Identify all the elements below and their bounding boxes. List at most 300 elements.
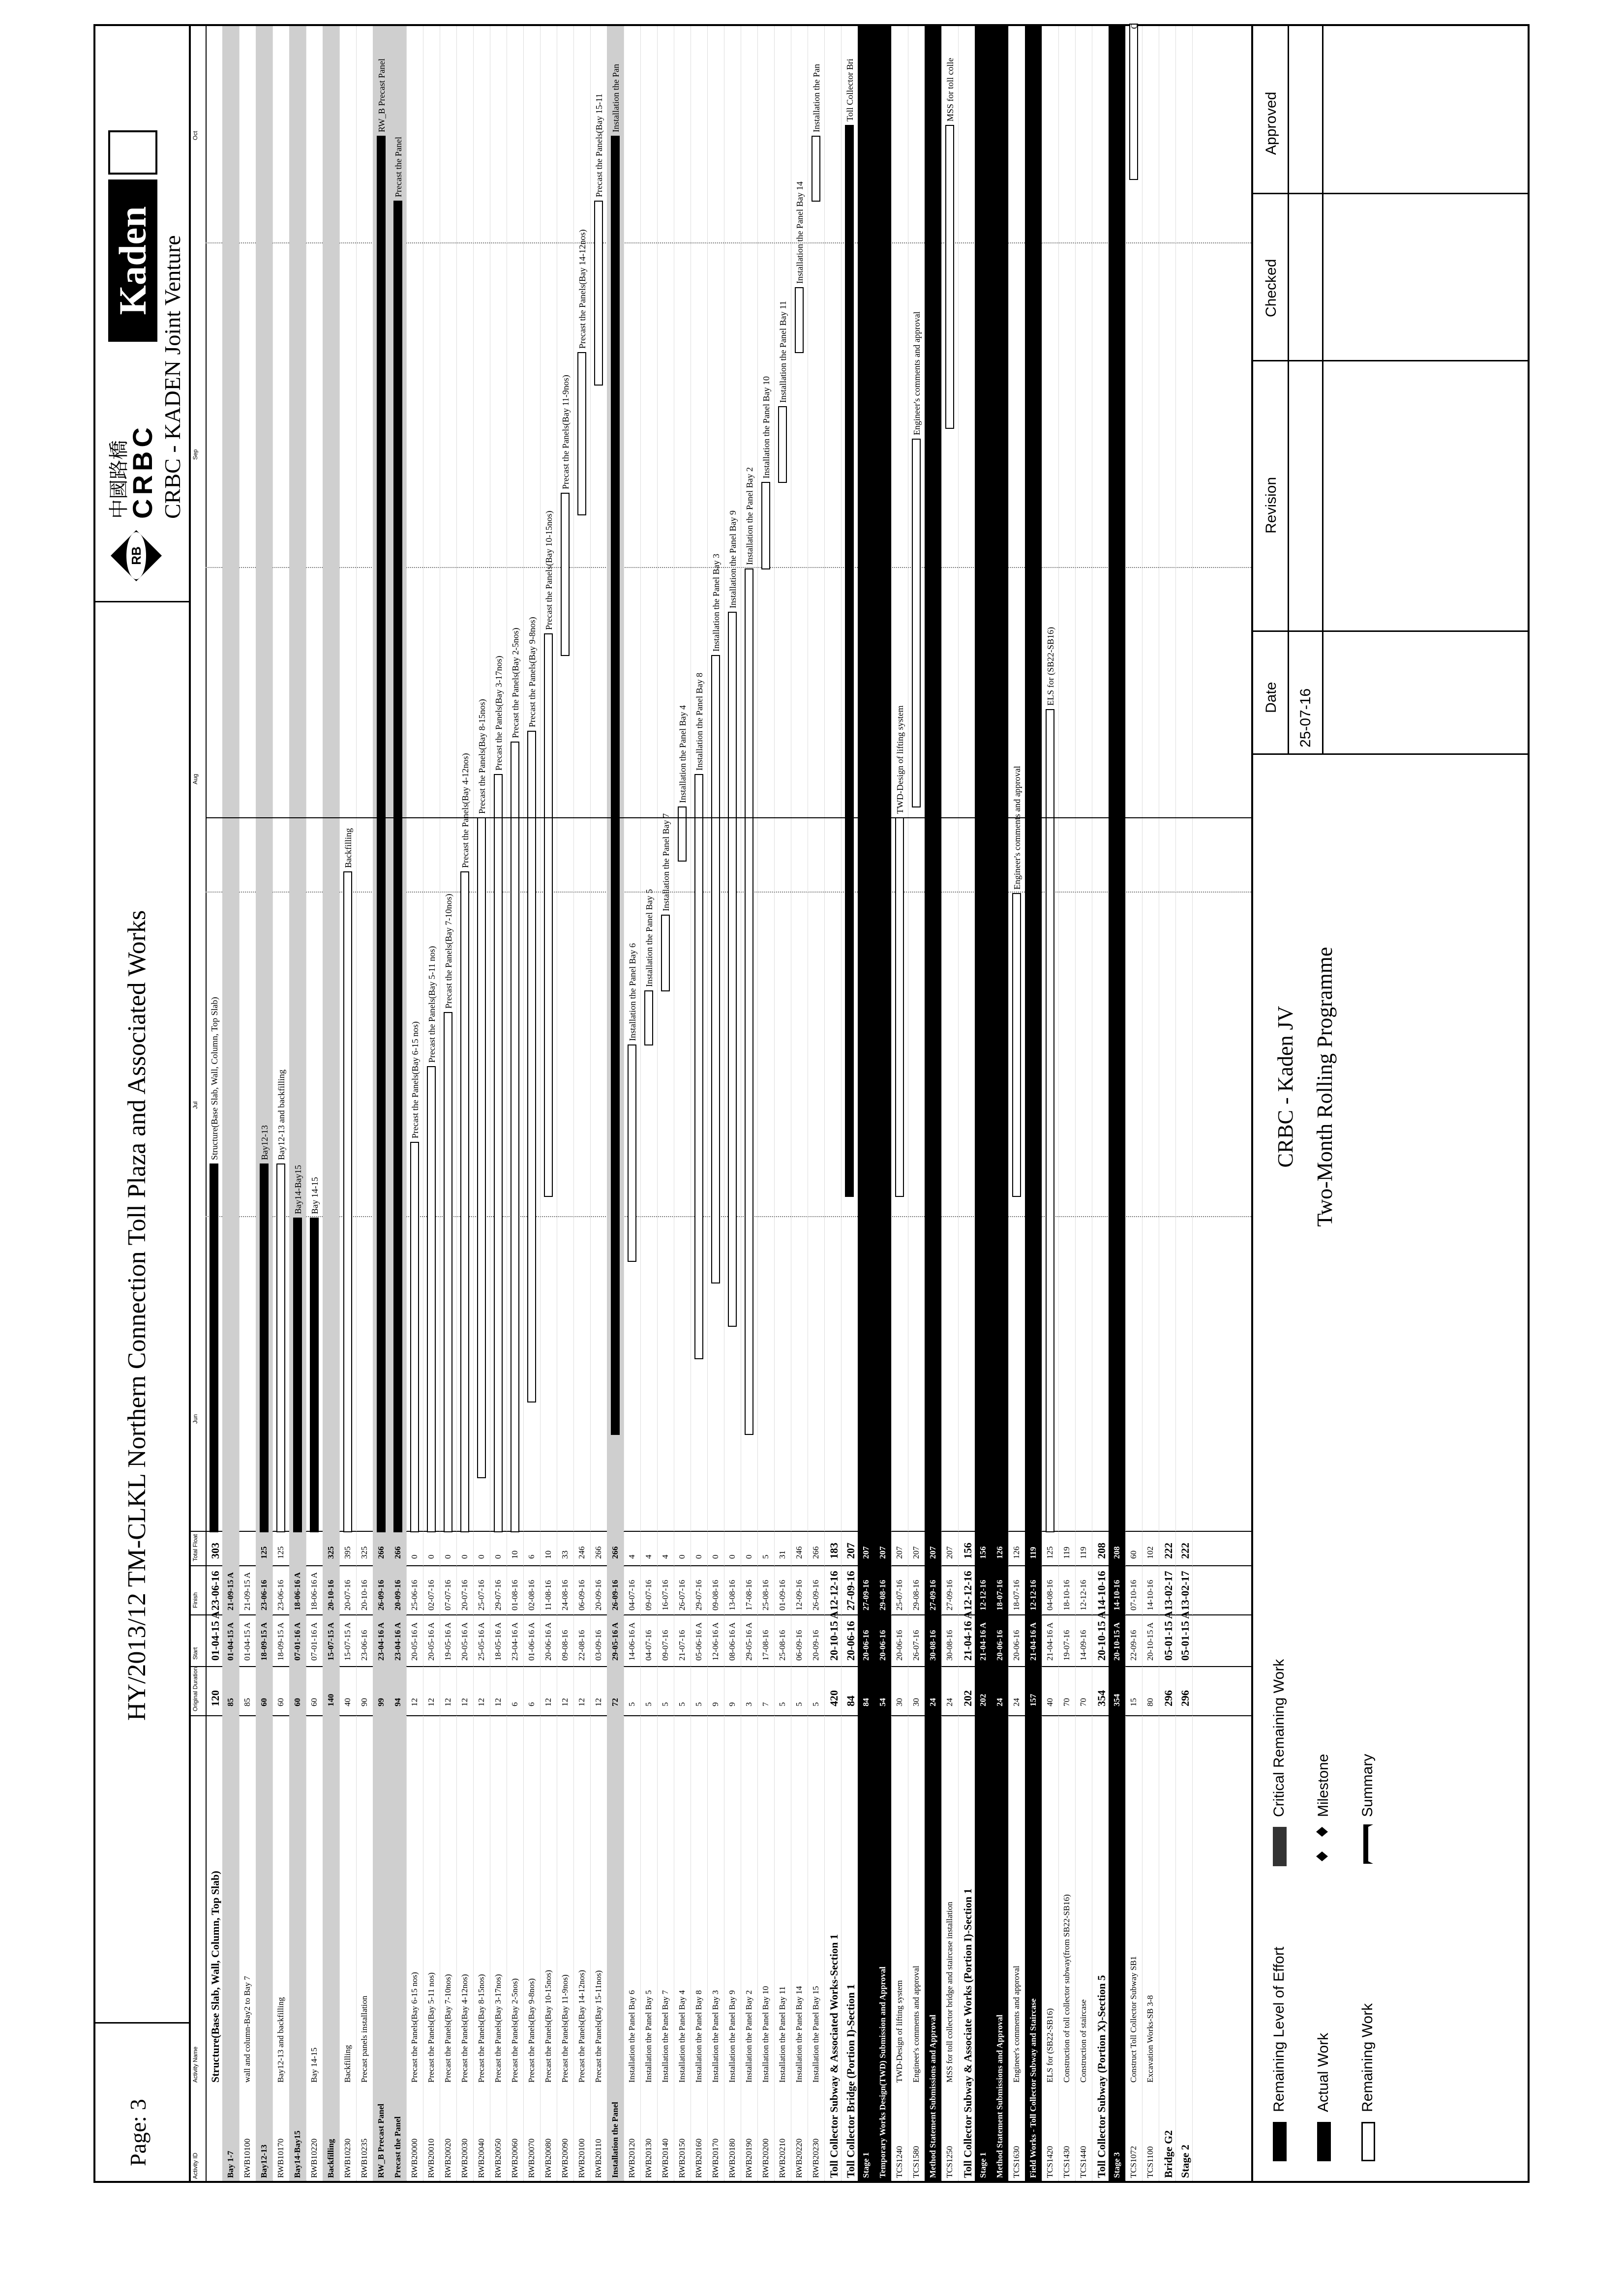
gantt-bar — [929, 59, 938, 428]
activity-name: Precast the Panels(Bay 4-12nos) — [460, 1974, 469, 2083]
total-float: 207 — [895, 1546, 904, 1559]
activity-name: Precast the Panels(Bay 10-15nos) — [543, 1970, 553, 2083]
total-float: 246 — [577, 1546, 586, 1559]
start-date: 06-09-16 — [794, 1630, 804, 1661]
gantt-bar-label: RW_B Precast Panel — [377, 59, 387, 132]
start-date: 19-05-16 A — [443, 1622, 452, 1661]
gantt-bar — [293, 1165, 303, 1532]
finish-date: 21-09-15 A — [226, 1572, 235, 1610]
finish-date: 07-07-16 — [443, 1580, 452, 1610]
duration: 24 — [995, 1698, 1004, 1706]
gantt-bar — [694, 673, 704, 1359]
duration: 5 — [661, 1702, 670, 1706]
activity-id: Toll Collector Subway (Portion X)-Section 5 — [1095, 1975, 1108, 2178]
gantt-bar-label: Installation the Panel Bay 3 — [711, 554, 721, 652]
finish-date: 17-08-16 — [744, 1580, 753, 1610]
finish-date: 12-12-16 — [828, 1571, 840, 1610]
duration: 12 — [410, 1698, 419, 1706]
finish-date: 27-09-16 — [861, 1580, 871, 1610]
total-float: 0 — [426, 1554, 436, 1559]
gantt-bar — [745, 467, 754, 1434]
duration: 296 — [1179, 1690, 1191, 1706]
activity-name: Installation the Panel Bay 9 — [727, 1990, 737, 2083]
gantt-bar-label: Temporary Works Design(TWD) Submission and Approval — [878, 224, 888, 435]
duration: 70 — [1079, 1698, 1088, 1706]
duration: 12 — [477, 1698, 486, 1706]
remaining-work-label: Remaining Work — [1359, 2003, 1376, 2112]
total-float: 266 — [376, 1546, 386, 1559]
total-float: 126 — [995, 1546, 1004, 1559]
total-float: 266 — [594, 1546, 603, 1559]
activity-id: RWB20070 — [527, 2138, 536, 2178]
activity-id: Backfilling — [326, 2139, 335, 2178]
finish-date: 20-09-16 — [594, 1580, 603, 1610]
revision-label: Revision — [1263, 477, 1279, 534]
start-date: 20-06-16 — [878, 1630, 887, 1661]
activity-id: TCS1580 — [911, 2146, 921, 2178]
gantt-bar-label: Precast the Panels(Bay 5-11 nos) — [427, 946, 437, 1063]
gantt-bar-label: Precast the Panels(Bay 6-15 nos) — [410, 1021, 420, 1138]
start-date: 29-05-16 A — [744, 1622, 753, 1661]
total-float: 183 — [828, 1543, 840, 1559]
finish-date: 18-07-16 — [995, 1580, 1004, 1610]
start-date: 19-07-16 — [1062, 1630, 1071, 1661]
gantt-bar-label: Installation the Pan — [812, 64, 821, 132]
gantt-bar — [343, 828, 353, 1532]
duration: 5 — [694, 1702, 703, 1706]
duration: 7 — [761, 1702, 770, 1706]
activity-id: TCS1420 — [1045, 2146, 1054, 2178]
schedule-grid — [189, 23, 1251, 2181]
gantt-bar-label: Bay14-Bay15 — [293, 1165, 303, 1214]
activity-name: Bay 14-15 — [309, 2047, 319, 2083]
activity-id: RWB10170 — [276, 2138, 285, 2178]
activity-id: RWB10235 — [360, 2138, 369, 2178]
gantt-bar-label: Precast the Panels(Bay 8-15nos) — [477, 699, 487, 814]
total-float: 222 — [1162, 1543, 1174, 1559]
gantt-bar-label: Stage 1 — [862, 95, 872, 121]
total-float: 31 — [778, 1551, 787, 1559]
remaining-loe-swatch — [1273, 2122, 1287, 2161]
duration: 15 — [1129, 1698, 1138, 1706]
gantt-bar-label: Installation the Panel Bay 6 — [628, 943, 637, 1041]
actual-work-label: Actual Work — [1315, 2032, 1331, 2112]
gantt-bar-label: Precast the Panels(Bay 14-12nos) — [577, 229, 587, 349]
start-date: 20-10-15 A — [1145, 1622, 1155, 1661]
activity-name: Installation the Panel Bay 2 — [744, 1990, 753, 2083]
gantt-bar-label: Installation the Panel Bay 5 — [644, 889, 654, 987]
gantt-bar — [410, 1021, 421, 1532]
finish-date: 06-09-16 — [577, 1580, 586, 1610]
duration: 24 — [928, 1698, 937, 1706]
finish-date: 13-08-16 — [727, 1580, 737, 1610]
gantt-bar-label: ELS for (SB22-SB16) — [1046, 626, 1055, 706]
total-float: 207 — [878, 1546, 887, 1559]
start-date: 18-05-16 A — [493, 1622, 503, 1661]
start-date: 14-09-16 — [1079, 1630, 1088, 1661]
activity-name: Engineer's comments and approval — [1012, 1966, 1021, 2083]
activity-name: Precast the Panels(Bay 6-15 nos) — [410, 1972, 419, 2083]
gantt-chart — [189, 24, 1251, 1532]
finish-date: 20-10-16 — [326, 1580, 335, 1610]
start-date: 12-06-16 A — [711, 1622, 720, 1661]
gantt-bar-label: C — [1129, 23, 1139, 29]
activity-name: Installation the Panel Bay 10 — [761, 1986, 770, 2083]
activity-id: Precast the Panel — [393, 2116, 402, 2178]
start-date: 05-01-15 A — [1179, 1611, 1191, 1661]
activity-id: RWB20040 — [477, 2138, 486, 2178]
finish-date: 27-09-16 — [928, 1580, 937, 1610]
activity-id: Stage 3 — [1112, 2152, 1121, 2178]
total-float: 125 — [276, 1546, 285, 1559]
activity-name: wall and column-Bay2 to Bay 7 — [242, 1976, 252, 2083]
activity-name: Construct Toll Collector Subway SB1 — [1129, 1956, 1138, 2083]
gantt-bar — [795, 181, 805, 353]
gantt-bar-label: Installation the Panel Bay 10 — [761, 376, 771, 478]
activity-name: Precast the Panels(Bay 5-11 nos) — [426, 1972, 436, 2083]
activity-id: RWB20000 — [410, 2138, 419, 2178]
start-date: 20-05-16 A — [426, 1622, 436, 1661]
schedule-frame — [93, 24, 1530, 2183]
duration: 90 — [360, 1698, 369, 1706]
activity-id: RWB20100 — [577, 2138, 586, 2178]
duration: 9 — [711, 1702, 720, 1706]
activity-id: RWB20090 — [560, 2138, 570, 2178]
gantt-bar — [577, 230, 588, 515]
finish-date: 14-10-16 — [1145, 1580, 1155, 1610]
start-date: 05-01-15 A — [1162, 1611, 1174, 1661]
activity-id: RWB10230 — [343, 2138, 352, 2178]
critical-remaining-label: Critical Remaining Work — [1271, 1659, 1287, 1817]
activity-id: TCS1100 — [1145, 2146, 1155, 2178]
finish-date: 27-09-16 — [945, 1580, 954, 1610]
seal-icon — [108, 130, 157, 175]
finish-date: 12-12-16 — [962, 1571, 974, 1610]
duration: 60 — [276, 1698, 285, 1706]
activity-id: Temporary Works Design(TWD) Submission and Approval — [878, 1967, 887, 2178]
activity-name: Precast the Panels(Bay 8-15nos) — [477, 1974, 486, 2083]
gantt-bar — [845, 59, 855, 1196]
start-date: 20-06-16 — [861, 1630, 871, 1661]
finish-date: 09-07-16 — [644, 1580, 653, 1610]
activity-id: RWB20080 — [543, 2138, 553, 2178]
duration: 202 — [978, 1694, 988, 1706]
duration: 140 — [326, 1694, 335, 1706]
gantt-bar — [561, 375, 571, 656]
gantt-bar-label: MSS for toll colle — [945, 58, 955, 121]
start-date: 01-04-15 A — [242, 1622, 252, 1661]
activity-id: Field Works - Toll Collector Subway and Staircase — [1028, 1998, 1038, 2178]
gantt-bar-label: Installation the Panel Bay 14 — [795, 181, 805, 284]
finish-date: 24-08-16 — [560, 1580, 570, 1610]
gantt-bar — [276, 1070, 286, 1532]
duration: 40 — [343, 1698, 352, 1706]
total-float: 266 — [393, 1546, 402, 1559]
duration: 99 — [376, 1698, 386, 1706]
total-float: 0 — [727, 1554, 737, 1559]
start-date: 30-08-16 — [945, 1630, 954, 1661]
crbc-emblem-icon — [109, 529, 163, 583]
total-float: 207 — [911, 1546, 921, 1559]
col-activity-name: Activity Name — [192, 2046, 199, 2083]
total-float: 0 — [711, 1554, 720, 1559]
gantt-bar — [527, 617, 538, 1402]
summary-bar-icon — [1357, 1822, 1377, 1866]
gantt-bar — [477, 699, 487, 1478]
start-date: 18-09-15 A — [259, 1622, 269, 1661]
start-date: 17-08-16 — [761, 1630, 770, 1661]
month-sep: Sep — [192, 449, 199, 460]
col-activity-id: Activity ID — [192, 2152, 199, 2179]
finish-date: 18-10-16 — [1062, 1580, 1071, 1610]
activity-name: Precast the Panels(Bay 11-9nos) — [560, 1974, 570, 2083]
activity-id: Method Statement Submissions and Approval — [928, 2014, 937, 2178]
duration: 6 — [527, 1702, 536, 1706]
start-date: 20-06-16 — [895, 1630, 904, 1661]
finish-date: 20-07-16 — [460, 1580, 469, 1610]
total-float: 208 — [1112, 1546, 1121, 1559]
gantt-bar-label: Engineer's comments and approval — [1012, 766, 1022, 890]
activity-name: TWD-Design of lifting system — [895, 1980, 904, 2083]
finish-date: 23-06-16 — [209, 1571, 221, 1610]
total-float: 125 — [1045, 1546, 1054, 1559]
activity-id: RWB20190 — [744, 2138, 753, 2178]
start-date: 22-08-16 — [577, 1630, 586, 1661]
total-float: 4 — [627, 1554, 636, 1559]
activity-id: TCS1630 — [1012, 2146, 1021, 2178]
signature-row-line — [1288, 26, 1289, 755]
total-float: 102 — [1145, 1546, 1155, 1559]
duration: 354 — [1095, 1690, 1108, 1706]
gantt-bar — [1012, 766, 1022, 1196]
total-float: 33 — [560, 1551, 570, 1559]
duration: 6 — [510, 1702, 519, 1706]
duration: 94 — [393, 1698, 402, 1706]
activity-id: Bay14-Bay15 — [293, 2130, 302, 2178]
activity-id: TCS1250 — [945, 2146, 954, 2178]
duration: 5 — [811, 1702, 820, 1706]
gantt-bar-label: Toll Collector Bri — [845, 59, 855, 121]
gantt-bar — [460, 753, 471, 1532]
milestone-icon — [1312, 1822, 1332, 1866]
finish-date: 20-09-16 — [393, 1580, 402, 1610]
total-float: 125 — [259, 1546, 269, 1559]
month-oct: Oct — [192, 131, 199, 140]
activity-id: RWB20180 — [727, 2138, 737, 2178]
total-float: 0 — [410, 1554, 419, 1559]
start-date: 23-04-16 A — [376, 1622, 386, 1661]
activity-name: Engineer's comments and approval — [911, 1966, 921, 2083]
emblem-text: RB — [129, 546, 144, 565]
header-divider — [95, 601, 189, 602]
gantt-bar — [862, 95, 872, 1197]
gantt-bar — [778, 301, 788, 482]
activity-name: Installation the Panel Bay 3 — [711, 1990, 720, 2083]
start-date: 23-04-16 A — [393, 1622, 402, 1661]
signature-row-line — [1322, 26, 1323, 755]
finish-date: 18-07-16 — [1012, 1580, 1021, 1610]
gantt-bar-label: Installation the Pan — [611, 64, 621, 132]
total-float: 119 — [1079, 1547, 1088, 1559]
finish-date: 18-06-16 A — [293, 1572, 302, 1610]
approved-label: Approved — [1263, 91, 1279, 155]
gantt-bar-label: Engineer's comments and approval — [912, 311, 922, 435]
start-date: 29-05-16 A — [610, 1622, 620, 1661]
activity-id: TCS1440 — [1079, 2146, 1088, 2178]
duration: 24 — [1012, 1698, 1021, 1706]
footer-programme-title: Two-Month Rolling Programme — [1313, 947, 1337, 1227]
start-date: 01-06-16 A — [527, 1622, 536, 1661]
finish-date: 18-06-16 A — [309, 1572, 319, 1610]
summary-label: Summary — [1359, 1754, 1376, 1817]
activity-name: Installation the Panel Bay 4 — [677, 1990, 687, 2083]
total-float: 207 — [861, 1546, 871, 1559]
activity-id: Toll Collector Bridge (Portion I)-Section 1 — [844, 1984, 857, 2178]
finish-date: 27-09-16 — [844, 1571, 857, 1610]
duration: 5 — [794, 1702, 804, 1706]
total-float: 156 — [978, 1546, 988, 1559]
start-date: 20-09-16 — [811, 1630, 820, 1661]
start-date: 20-10-15 A — [828, 1611, 840, 1661]
gantt-bar — [1129, 23, 1139, 179]
finish-date: 26-07-16 — [677, 1580, 687, 1610]
duration: 24 — [945, 1698, 954, 1706]
finish-date: 25-06-16 — [410, 1580, 419, 1610]
total-float: 4 — [644, 1554, 653, 1559]
start-date: 15-07-15 A — [326, 1622, 335, 1661]
gantt-bar — [427, 946, 437, 1532]
start-date: 26-07-16 — [911, 1630, 921, 1661]
finish-date: 13-02-17 — [1162, 1571, 1174, 1610]
gantt-bar-label: Bay 14-15 — [310, 1177, 320, 1214]
finish-date: 02-07-16 — [426, 1580, 436, 1610]
activity-id: Bay12-13 — [259, 2145, 269, 2178]
activity-name: Installation the Panel Bay 15 — [811, 1986, 820, 2083]
activity-id: RWB20150 — [677, 2138, 687, 2178]
total-float: 0 — [677, 1554, 687, 1559]
total-float: 222 — [1179, 1543, 1191, 1559]
start-date: 15-07-15 A — [343, 1622, 352, 1661]
finish-date: 01-08-16 — [510, 1580, 519, 1610]
gantt-bar-label: Installation the Panel Bay 8 — [694, 673, 704, 771]
total-float: 266 — [811, 1546, 820, 1559]
col-start: Start — [192, 1647, 199, 1660]
total-float: 0 — [694, 1554, 703, 1559]
duration: 12 — [443, 1698, 452, 1706]
gantt-bar — [594, 93, 604, 385]
total-float: 0 — [493, 1554, 503, 1559]
activity-id: RWB20210 — [778, 2138, 787, 2178]
activity-id: Stage 1 — [861, 2152, 871, 2178]
finish-date: 29-07-16 — [694, 1580, 703, 1610]
start-date: 18-09-15 A — [276, 1622, 285, 1661]
activity-id: Toll Collector Subway & Associated Works-Section 1 — [828, 1934, 840, 2178]
gantt-bar-label: Method Statement Submissions and Approval — [995, 727, 1005, 890]
duration: 84 — [861, 1698, 871, 1706]
duration: 84 — [844, 1696, 857, 1706]
gantt-bar — [761, 376, 771, 569]
start-date: 03-09-16 — [594, 1630, 603, 1661]
activity-name: Installation the Panel Bay 6 — [627, 1990, 636, 2083]
finish-date: 29-08-16 — [878, 1580, 887, 1610]
finish-date: 12-12-16 — [1028, 1580, 1038, 1610]
finish-date: 16-07-16 — [661, 1580, 670, 1610]
gantt-bar — [260, 1125, 270, 1532]
gantt-bar — [310, 1177, 320, 1532]
duration: 202 — [962, 1690, 974, 1706]
finish-date: 26-09-16 — [811, 1580, 820, 1610]
activity-name: ELS for (SB22-SB16) — [1045, 2008, 1054, 2083]
start-date: 08-06-16 A — [727, 1622, 737, 1661]
start-date: 22-09-16 — [1129, 1630, 1138, 1661]
gantt-bar — [711, 554, 721, 1283]
remaining-loe-label: Remaining Level of Effort — [1271, 1946, 1287, 2112]
activity-name: MSS for toll collector bridge and staircase installation — [945, 1902, 954, 2083]
col-orig-duration: Original Duration — [192, 1667, 199, 1711]
duration: 12 — [543, 1698, 553, 1706]
activity-name: Installation the Panel Bay 8 — [694, 1990, 703, 2083]
duration: 12 — [493, 1698, 503, 1706]
gantt-bar — [728, 510, 738, 1326]
activity-name: Installation the Panel Bay 5 — [644, 1990, 653, 2083]
activity-name: Construction of staircase — [1079, 1999, 1088, 2083]
activity-id: TCS1430 — [1062, 2146, 1071, 2178]
col-finish: Finish — [192, 1592, 199, 1608]
total-float: 0 — [744, 1554, 753, 1559]
month-aug: Aug — [192, 774, 199, 784]
milestone-label: Milestone — [1315, 1754, 1331, 1817]
duration: 12 — [460, 1698, 469, 1706]
gantt-bar-label: Method Statemen — [929, 59, 938, 121]
gantt-bar-label: Installation the Panel Bay 4 — [678, 705, 688, 803]
legend-block — [1251, 26, 1528, 2181]
total-float: 4 — [661, 1554, 670, 1559]
critical-remaining-swatch — [1273, 1827, 1287, 1866]
total-float: 266 — [610, 1546, 620, 1559]
activity-name: Backfilling — [343, 2045, 352, 2083]
gantt-bar-label: Precast the Panels(Bay 10-15nos) — [544, 510, 554, 630]
gantt-bar — [377, 59, 387, 1532]
activity-id: RWB20220 — [794, 2138, 804, 2178]
activity-id: RWB20120 — [627, 2138, 636, 2178]
activity-id: RWB20050 — [493, 2138, 503, 2178]
footer-org: CRBC - Kaden JV — [1273, 1006, 1297, 1168]
activity-id: RWB20110 — [594, 2139, 603, 2178]
finish-date: 14-10-16 — [1112, 1580, 1121, 1610]
duration: 85 — [226, 1698, 235, 1706]
gantt-bar-label: Precast the Panels(Bay 7-10nos) — [444, 894, 453, 1009]
finish-date: 07-10-16 — [1129, 1580, 1138, 1610]
finish-date: 11-08-16 — [543, 1580, 553, 1610]
activity-name: Precast the Panels(Bay 15-11nos) — [594, 1970, 603, 2083]
duration: 60 — [259, 1698, 269, 1706]
finish-date: 29-08-16 — [911, 1580, 921, 1610]
activity-name: Precast the Panels(Bay 9-8nos) — [527, 1978, 536, 2083]
finish-date: 14-10-16 — [1095, 1571, 1108, 1610]
start-date: 05-06-16 A — [694, 1622, 703, 1661]
activity-name: Precast the Panels(Bay 3-17nos) — [493, 1974, 503, 2083]
total-float: 0 — [443, 1554, 452, 1559]
finish-date: 20-10-16 — [360, 1580, 369, 1610]
duration: 54 — [878, 1698, 887, 1706]
activity-id: Bridge G2 — [1162, 2130, 1174, 2178]
activity-id: Method Statement Submissions and Approval — [995, 2014, 1004, 2178]
gantt-bar-label: Bay12-13 — [260, 1125, 270, 1160]
duration: 12 — [594, 1698, 603, 1706]
finish-date: 25-08-16 — [761, 1580, 770, 1610]
activity-name: Precast the Panels(Bay 2-5nos) — [510, 1978, 519, 2083]
start-date: 07-01-16 A — [293, 1622, 302, 1661]
